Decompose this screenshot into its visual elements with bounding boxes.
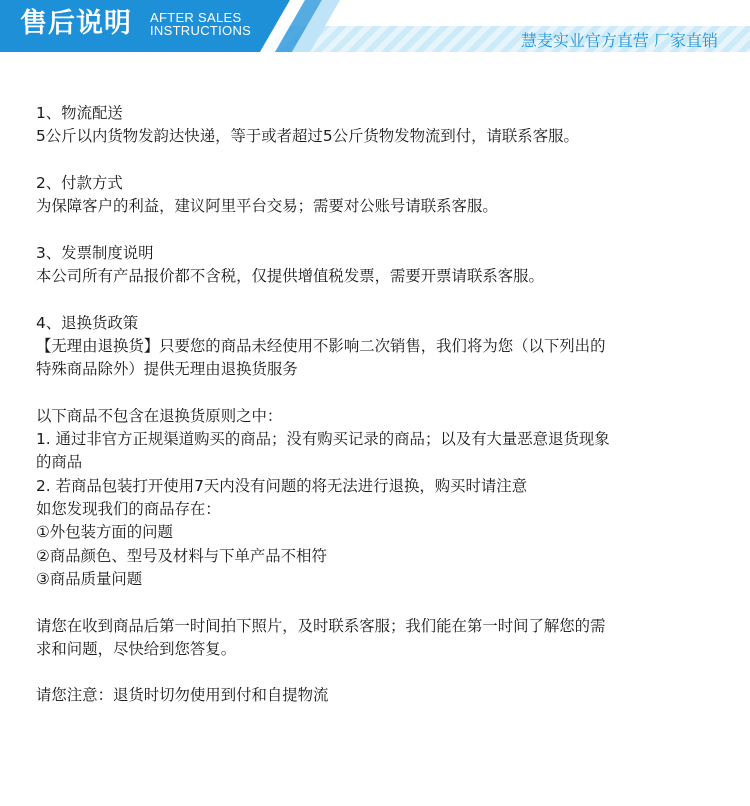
section-heading-returns: 4、退换货政策	[36, 313, 139, 332]
section-text: 为保障客户的利益，建议阿里平台交易；需要对公账号请联系客服。	[36, 197, 498, 216]
page-title-english	[150, 11, 251, 37]
exclusion-item: 2. 若商品包装打开使用7天内没有问题的将无法进行退换，购买时请注意	[36, 476, 528, 495]
header-banner	[0, 0, 750, 52]
return-note: 请您注意：退货时切勿使用到付和自提物流	[36, 686, 329, 705]
section-text: 【无理由退换货】只要您的商品未经使用不影响二次销售，我们将为您（以下列出的	[36, 336, 606, 355]
issue-item: ②商品颜色、型号及材料与下单产品不相符	[36, 546, 327, 565]
header-subtitle: 慧麦实业官方直营 厂家直销	[520, 31, 718, 50]
exclusion-item: 1. 通过非官方正规渠道购买的商品；没有购买记录的商品；以及有大量恶意退货现象	[36, 430, 610, 449]
title-en-line1: AFTER SALES	[150, 10, 242, 25]
exclusions-intro: 以下商品不包含在退换货原则之中：	[36, 406, 283, 425]
page-title: 售后说明	[20, 8, 132, 39]
section-heading-invoice: 3、发票制度说明	[36, 243, 154, 262]
section-heading-payment: 2、付款方式	[36, 173, 123, 192]
instructions-body	[36, 102, 716, 708]
section-text: 5公斤以内货物发韵达快递，等于或者超过5公斤货物发物流到付，请联系客服。	[36, 127, 579, 146]
section-text: 本公司所有产品报价都不含税，仅提供增值税发票，需要开票请联系客服。	[36, 267, 544, 286]
issues-intro: 如您发现我们的商品存在：	[36, 500, 221, 519]
issue-item: ①外包装方面的问题	[36, 523, 173, 542]
issue-item: ③商品质量问题	[36, 569, 143, 588]
title-en-line2: INSTRUCTIONS	[150, 23, 252, 38]
section-text: 特殊商品除外）提供无理由退换货服务	[36, 360, 298, 379]
contact-text: 求和问题，尽快给到您答复。	[36, 639, 237, 658]
exclusion-item: 的商品	[36, 453, 83, 472]
contact-text: 请您在收到商品后第一时间拍下照片，及时联系客服；我们能在第一时间了解您的需	[36, 616, 606, 635]
section-heading-logistics: 1、物流配送	[36, 104, 123, 122]
